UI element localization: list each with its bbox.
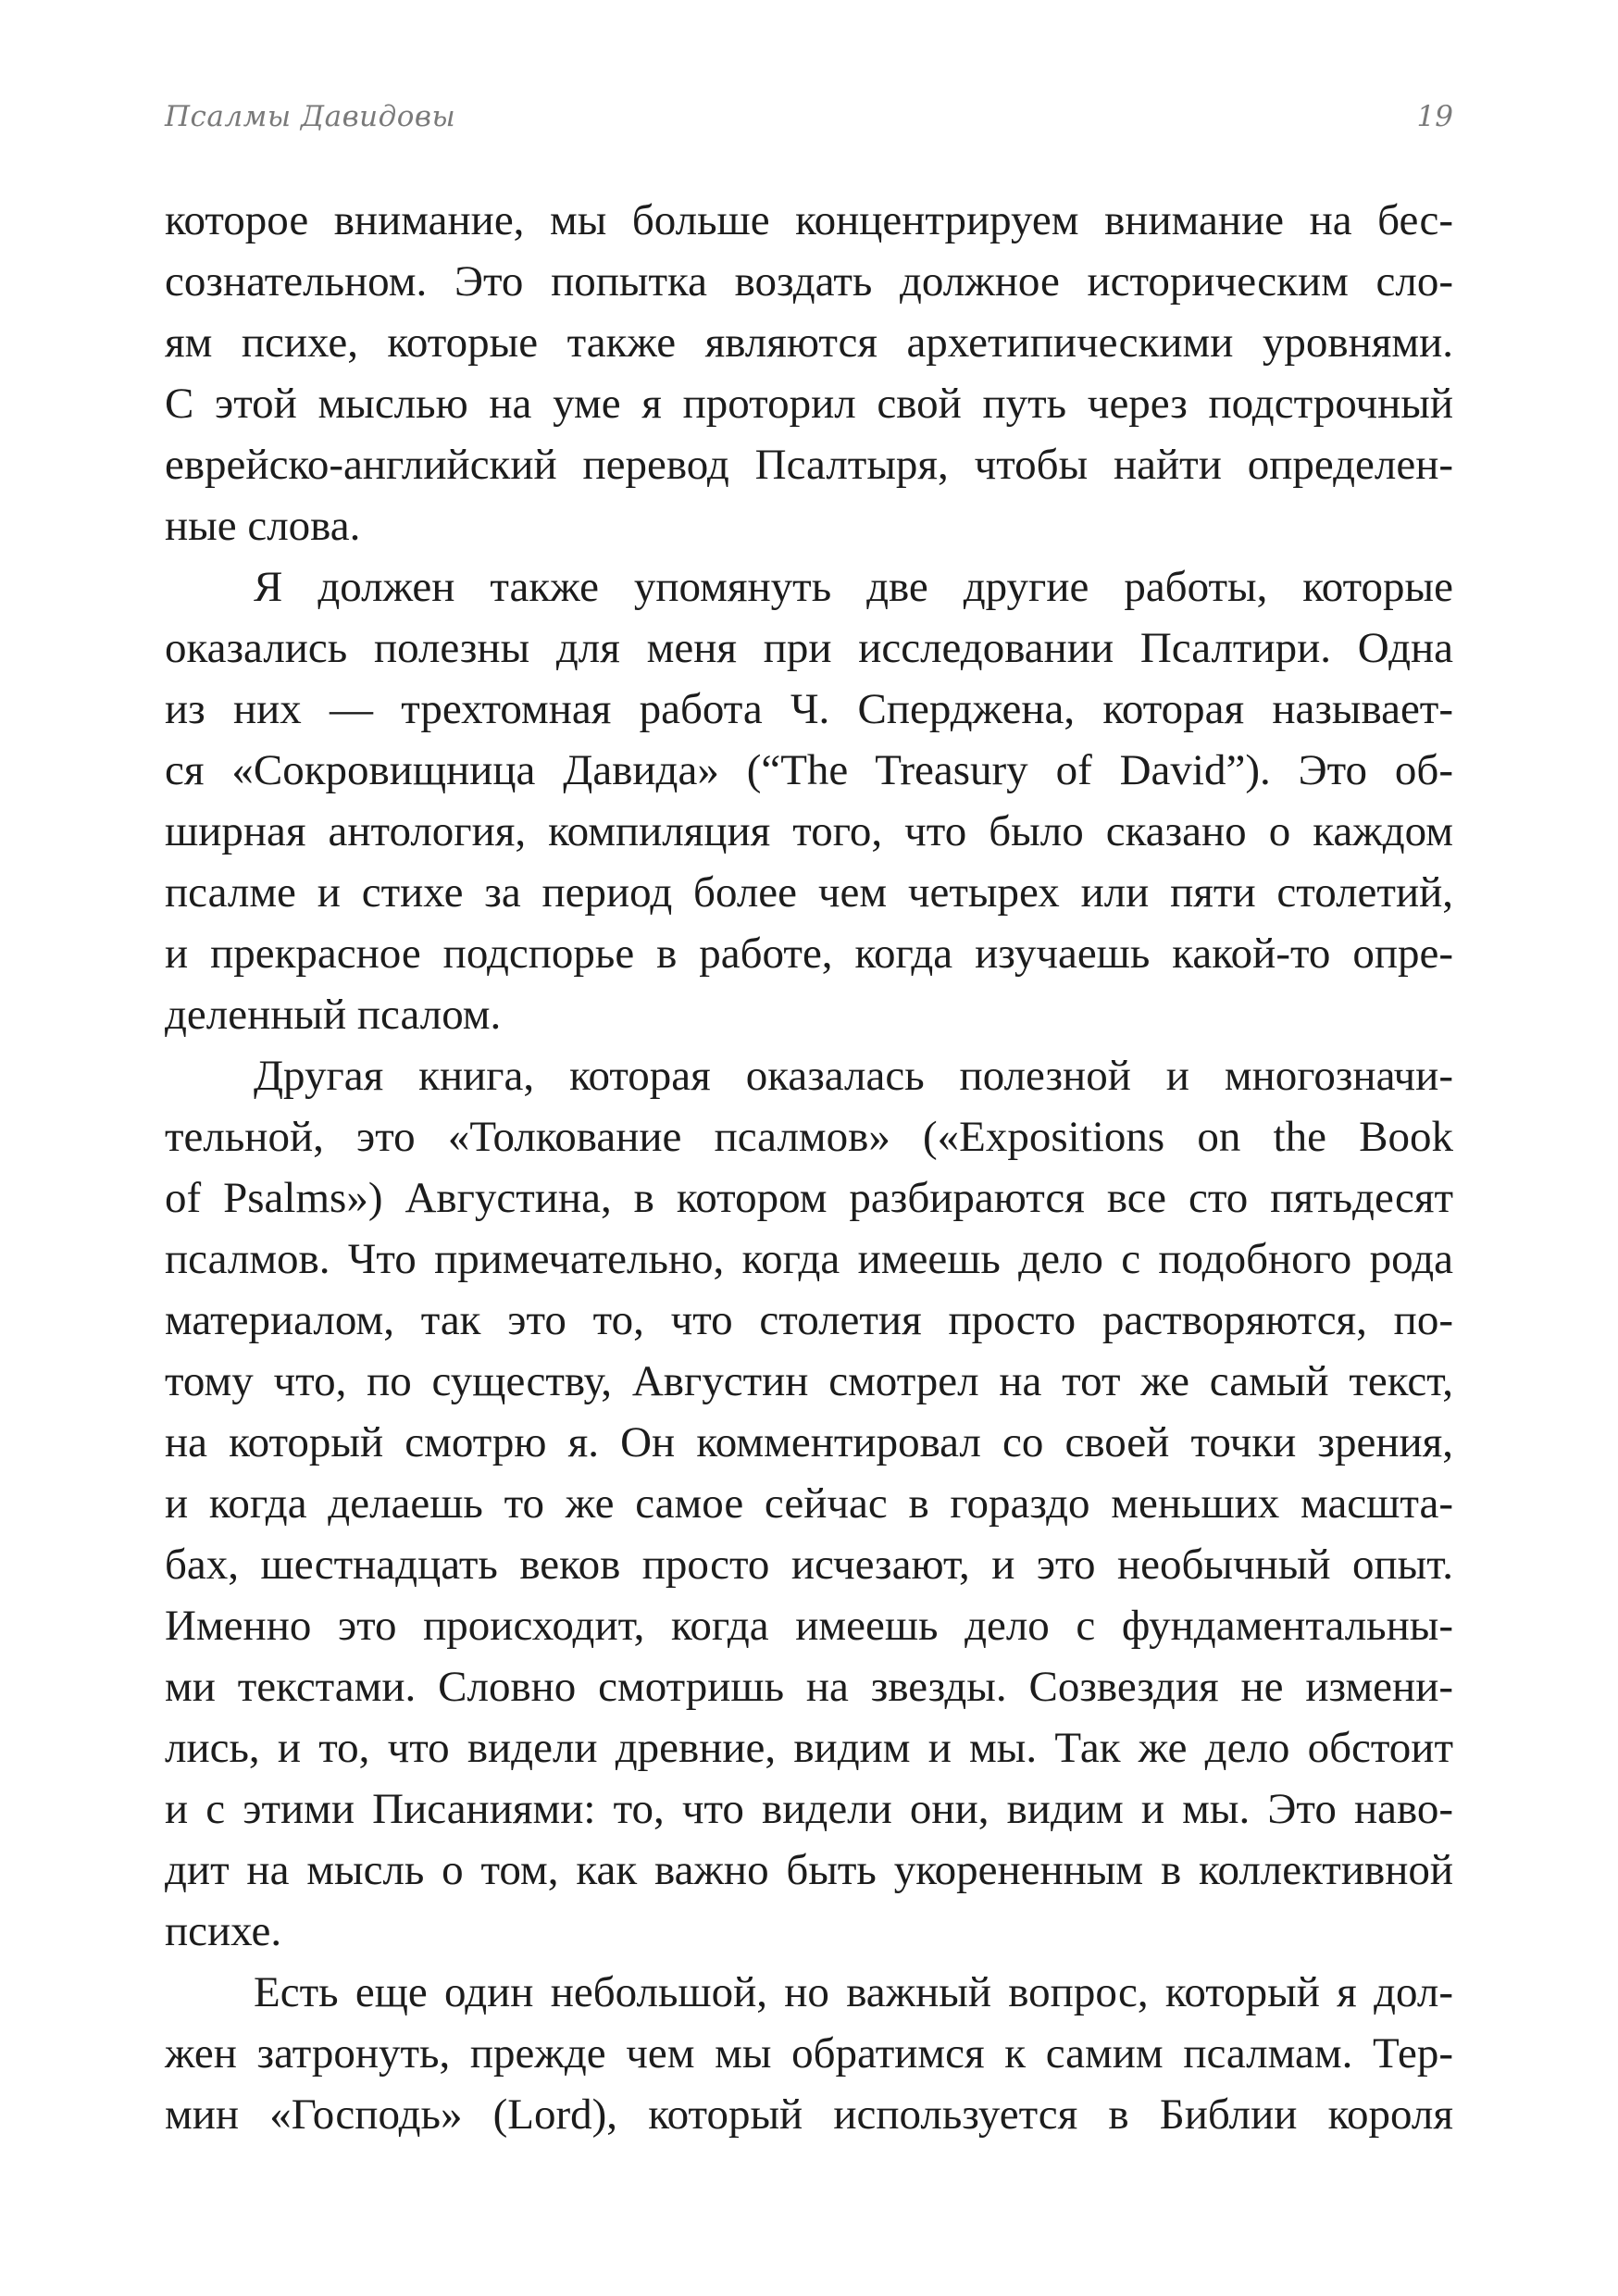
text-line: of Psalms») Августина, в котором разбираются все сто пятьдесят: [165, 1174, 1453, 1222]
text-line: и прекрасное подспорье в работе, когда изучаешь какой-то опре-: [165, 930, 1453, 978]
body-text: [165, 190, 1453, 2145]
text-line: тому что, по существу, Августин смотрел на тот же самый текст,: [165, 1357, 1453, 1405]
text-line: еврейско-английский перевод Псалтыря, чтобы найти определен-: [165, 441, 1453, 489]
paragraph-first-line: Другая книга, которая оказалась полезной и многозначи-: [254, 1052, 1453, 1100]
text-line: и с этими Писаниями: то, что видели они, видим и мы. Это наво-: [165, 1785, 1453, 1833]
text-line: на который смотрю я. Он комментировал со своей точки зрения,: [165, 1418, 1453, 1466]
text-line: из них — трехтомная работа Ч. Сперджена, которая называет-: [165, 685, 1453, 733]
text-line: дит на мысль о том, как важно быть укорененным в коллективной: [165, 1846, 1453, 1894]
text-line: материалом, так это то, что столетия просто растворяются, по-: [165, 1296, 1453, 1344]
text-line: бах, шестнадцать веков просто исчезают, и это необычный опыт.: [165, 1541, 1453, 1589]
text-line: жен затронуть, прежде чем мы обратимся к самим псалмам. Тер-: [165, 2029, 1453, 2078]
text-line: тельной, это «Толкование псалмов» («Expositions on the Book: [165, 1113, 1453, 1161]
text-line: оказались полезны для меня при исследовании Псалтири. Одна: [165, 624, 1453, 672]
text-line: ширная антология, компиляция того, что было сказано о каждом: [165, 807, 1453, 855]
text-line: психе.: [165, 1907, 282, 1955]
text-line: деленный псалом.: [165, 991, 502, 1039]
text-line: лись, и то, что видели древние, видим и мы. Так же дело обстоит: [165, 1724, 1453, 1772]
text-line: ми текстами. Словно смотришь на звезды. Созвездия не измени-: [165, 1663, 1453, 1711]
page-number: 19: [1416, 100, 1453, 133]
paragraph-first-line: Я должен также упомянуть две другие работы, которые: [254, 563, 1453, 611]
text-line: мин «Господь» (Lord), который используется в Библии короля: [165, 2090, 1453, 2139]
text-line: псалмов. Что примечательно, когда имеешь дело с подобного рода: [165, 1235, 1453, 1283]
text-line: ся «Сокровищница Давида» (“The Treasury of David”). Это об-: [165, 746, 1453, 794]
text-line: ям психе, которые также являются архетипическими уровнями.: [165, 318, 1453, 367]
text-line: С этой мыслью на уме я проторил свой путь через подстрочный: [165, 380, 1453, 428]
running-title: Псалмы Давидовы: [165, 100, 456, 133]
text-line: Именно это происходит, когда имеешь дело с фундаментальны-: [165, 1602, 1453, 1650]
text-line: и когда делаешь то же самое сейчас в гораздо меньших масшта-: [165, 1479, 1453, 1528]
text-line: ные слова.: [165, 502, 361, 550]
paragraph-first-line: Есть еще один небольшой, но важный вопрос, который я дол-: [254, 1968, 1453, 2016]
text-line: сознательном. Это попытка воздать должное историческим сло-: [165, 257, 1453, 306]
text-line: псалме и стихе за период более чем четырех или пяти столетий,: [165, 868, 1453, 917]
text-line: которое внимание, мы больше концентрируем внимание на бес-: [165, 196, 1453, 244]
